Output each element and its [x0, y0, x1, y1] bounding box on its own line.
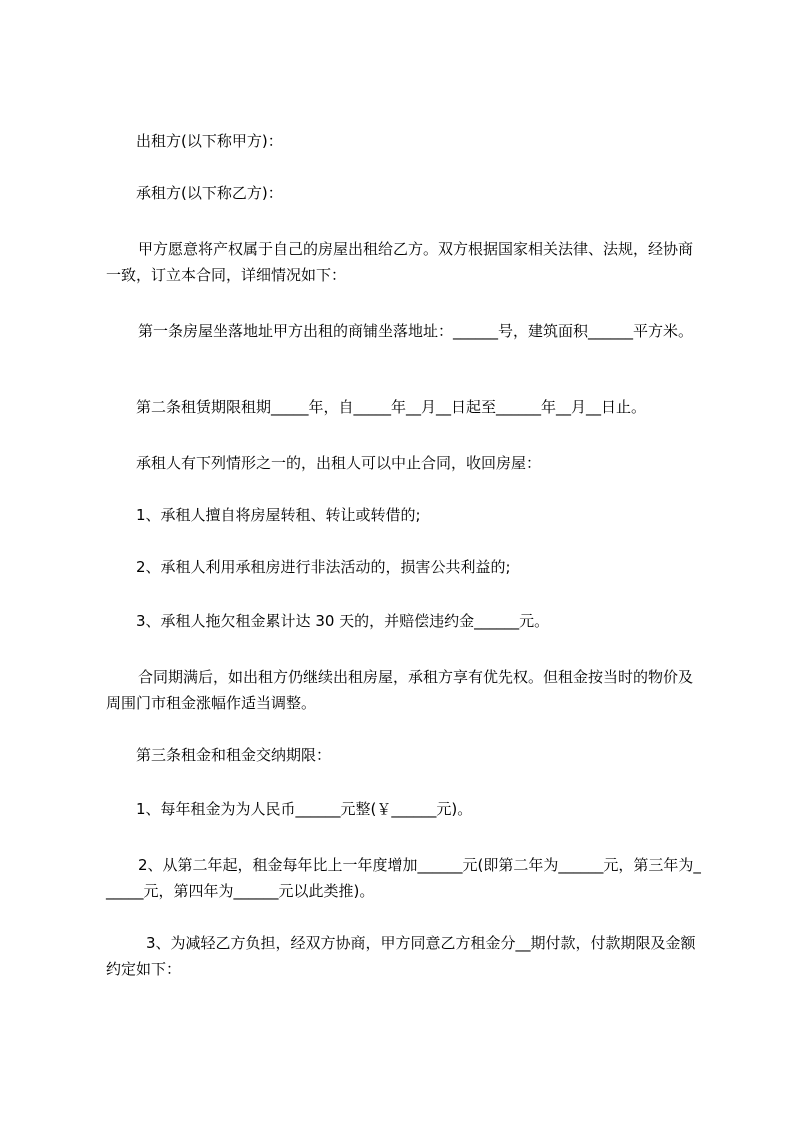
lessee-line: 承租方(以下称乙方)：	[136, 184, 283, 202]
rent-item-3: 3、为减轻乙方负担，经双方协商，甲方同意乙方租金分__期付款，付款期限及金额约定如下：	[106, 934, 696, 978]
renewal-paragraph: 合同期满后，如出租方仍继续出租房屋，承租方享有优先权。但租金按当时的物价及周围门市租金涨幅作适当调整。	[106, 668, 694, 712]
rent-item-1: 1、每年租金为为人民币______元整(￥______元)。	[136, 800, 473, 818]
preamble-paragraph: 甲方愿意将产权属于自己的房屋出租给乙方。双方根据国家相关法律、法规，经协商一致，订立本合同，详细情况如下：	[106, 240, 694, 284]
article-2-paragraph: 第二条租赁期限租期_____年，自_____年__月__日起至______年__月__日止。	[136, 398, 647, 416]
termination-item-1: 1、承租人擅自将房屋转租、转让或转借的;	[136, 506, 421, 524]
lessor-line: 出租方(以下称甲方)：	[136, 132, 283, 150]
termination-item-2: 2、承租人利用承租房进行非法活动的，损害公共利益的;	[136, 558, 511, 576]
article-3-heading: 第三条租金和租金交纳期限：	[136, 746, 332, 764]
termination-item-3: 3、承租人拖欠租金累计达 30 天的，并赔偿违约金______元。	[136, 612, 550, 630]
rent-item-2: 2、从第二年起，租金每年比上一年度增加______元(即第二年为______元，第三年为______元，第四年为______元以此类推)。	[106, 856, 701, 900]
article-1-paragraph: 第一条房屋坐落地址甲方出租的商铺坐落地址：______号，建筑面积______平方米。	[138, 322, 694, 340]
termination-intro-paragraph: 承租人有下列情形之一的，出租人可以中止合同，收回房屋：	[136, 454, 542, 472]
